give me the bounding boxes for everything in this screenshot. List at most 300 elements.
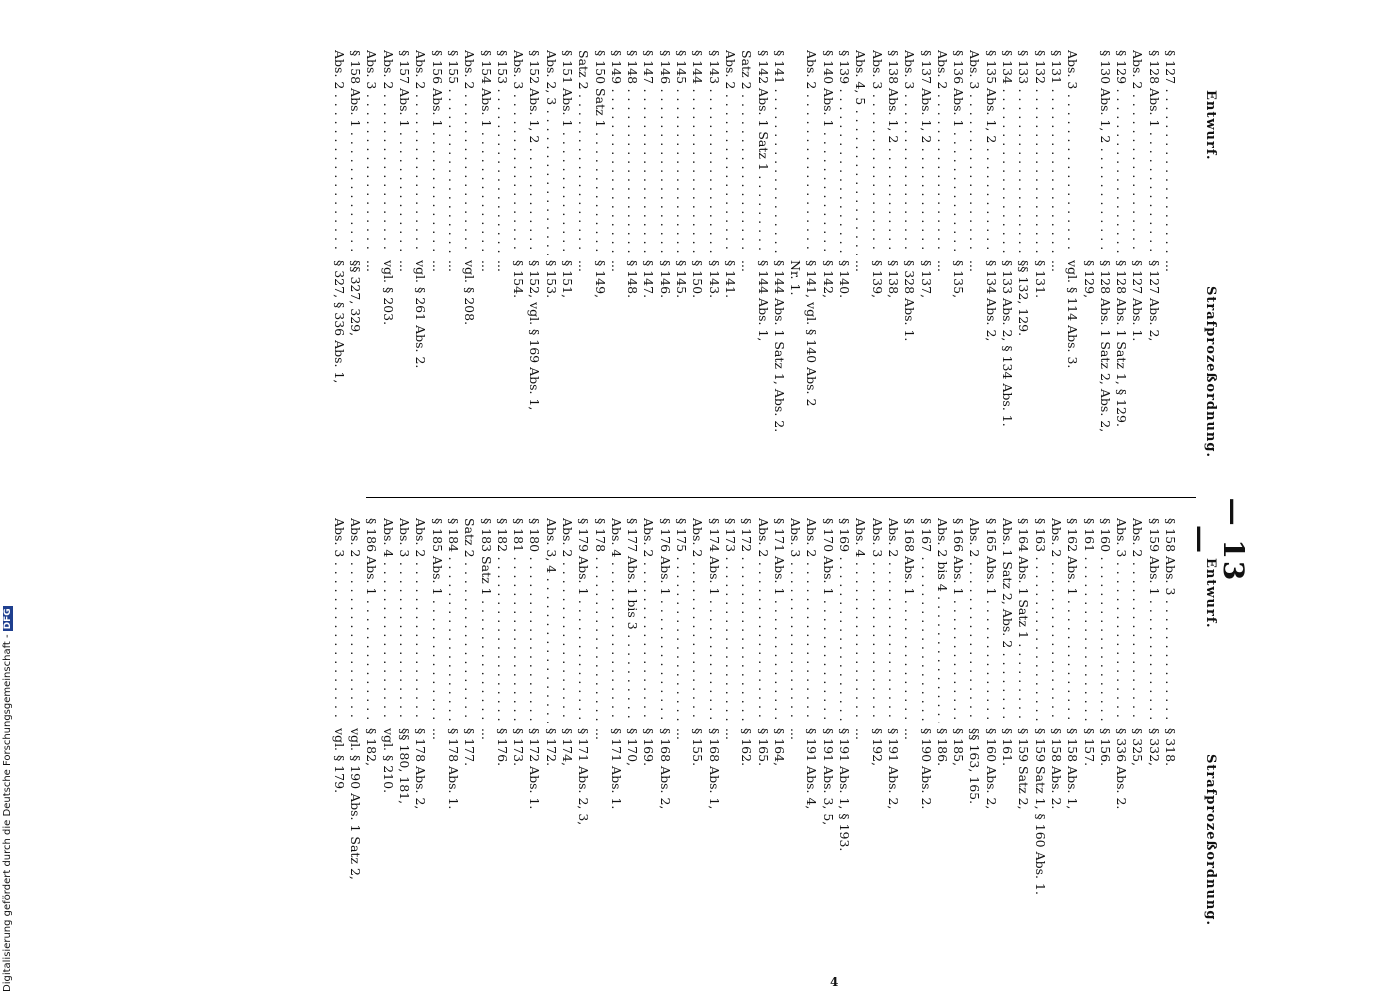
draft-section: Abs. 3 . . . — [510, 50, 526, 255]
draft-section: Abs. 3 . . . — [787, 518, 803, 723]
table-row — [901, 518, 917, 948]
code-reference: § 192, — [869, 728, 885, 767]
code-reference: ... — [722, 728, 738, 740]
table-row — [428, 518, 444, 948]
code-reference: § 145. — [674, 260, 690, 299]
draft-section: § 137 Abs. 1, 2 . . . — [917, 50, 933, 255]
table-row — [445, 518, 461, 948]
code-reference: § 147. — [641, 260, 657, 299]
code-reference: ... — [478, 728, 494, 740]
table-row — [1145, 50, 1161, 480]
table-row — [885, 518, 901, 948]
code-reference: § 336 Abs. 2. — [1114, 728, 1130, 810]
draft-section: § 168 Abs. 1 . . . — [901, 518, 917, 723]
code-reference: § 131. — [1032, 260, 1048, 299]
code-reference: ... — [788, 728, 804, 740]
table-row — [1080, 50, 1096, 480]
code-reference: § 325, — [1130, 728, 1146, 767]
draft-section: Abs. 2 . . . — [803, 50, 819, 255]
code-reference: § 140. — [837, 260, 853, 299]
draft-section: § 128 Abs. 1 . . . — [1145, 50, 1161, 255]
code-reference: vgl. § 203. — [380, 260, 396, 326]
code-reference: § 182, — [364, 728, 380, 767]
draft-section: Abs. 3 . . . — [901, 50, 917, 255]
table-row — [526, 518, 542, 948]
draft-section: Abs. 4 . . . — [379, 518, 395, 723]
draft-section: Abs. 1 Satz 2, Abs. 2 . . . — [999, 518, 1015, 723]
table-row — [379, 50, 395, 480]
draft-section: Abs. 2 bis 4 . . . — [934, 518, 950, 723]
draft-section: Abs. 3 . . . — [1113, 518, 1129, 723]
header-code-right: Strafprozeßordnung. — [1203, 754, 1218, 926]
draft-section: § 161 . . . — [1080, 518, 1096, 723]
code-reference: § 191 Abs. 2, — [885, 728, 901, 810]
table-row — [771, 518, 787, 948]
table-row — [868, 50, 884, 480]
draft-section: § 160 . . . — [1097, 518, 1113, 723]
table-row — [754, 50, 770, 480]
draft-section: § 150 Satz 1 . . . — [591, 50, 607, 255]
table-row — [689, 518, 705, 948]
code-reference: § 172 Abs. 1. — [527, 728, 543, 810]
code-reference: § 328 Abs. 1. — [902, 260, 918, 342]
draft-section: § 165 Abs. 1 . . . — [982, 518, 998, 723]
code-reference: § 168 Abs. 1, — [706, 728, 722, 810]
draft-section: Abs. 2 . . . — [347, 518, 363, 723]
draft-section: § 130 Abs. 1, 2 . . . — [1097, 50, 1113, 255]
table-row — [852, 50, 868, 480]
code-reference: § 141. — [722, 260, 738, 299]
table-row — [787, 50, 803, 480]
table-row — [999, 50, 1015, 480]
table-row — [738, 518, 754, 948]
code-reference: § 157. — [1081, 728, 1097, 767]
draft-section: § 179 Abs. 1 . . . — [575, 518, 591, 723]
header-code-left: Strafprozeßordnung. — [1203, 286, 1218, 458]
table-row — [347, 518, 363, 948]
draft-section: § 131 . . . — [1048, 50, 1064, 255]
draft-section: Abs. 2 . . . — [1048, 518, 1064, 723]
table-row — [608, 518, 624, 948]
code-reference: ... — [608, 260, 624, 272]
draft-section: § 145 . . . — [673, 50, 689, 255]
draft-section: § 166 Abs. 1 . . . — [950, 518, 966, 723]
page-number: — 13 — — [1184, 497, 1250, 583]
table-row — [689, 50, 705, 480]
code-reference: ... — [445, 260, 461, 272]
draft-section: § 183 Satz 1 . . . — [477, 518, 493, 723]
code-reference: ... — [674, 728, 690, 740]
code-reference: § 127 Abs. 1. — [1130, 260, 1146, 342]
code-reference: vgl. § 179. — [331, 728, 347, 794]
table-row — [819, 518, 835, 948]
table-row — [1145, 518, 1161, 948]
draft-section: § 144 . . . — [689, 50, 705, 255]
code-reference: § 178 Abs. 2, — [413, 728, 429, 810]
table-row — [999, 518, 1015, 948]
draft-section: § 186 Abs. 1 . . . — [363, 518, 379, 723]
code-reference: § 151, — [560, 260, 576, 299]
draft-section: Abs. 2 . . . — [559, 518, 575, 723]
draft-section: § 175 . . . — [673, 518, 689, 723]
code-reference: vgl. § 208. — [462, 260, 478, 326]
table-row — [868, 518, 884, 948]
code-reference: § 172. — [543, 728, 559, 767]
draft-section: § 158 Abs. 3 . . . — [1162, 518, 1178, 723]
draft-section: § 154 Abs. 1 . . . — [477, 50, 493, 255]
code-reference: § 156. — [1097, 728, 1113, 767]
code-reference: § 150. — [690, 260, 706, 299]
code-reference: § 174, — [560, 728, 576, 767]
draft-section: § 129 . . . — [1113, 50, 1129, 255]
code-reference: § 160 Abs. 2, — [983, 728, 999, 810]
draft-section: § 180 . . . — [526, 518, 542, 723]
table-row — [901, 50, 917, 480]
code-reference: Nr. 1. — [788, 260, 804, 296]
draft-section: § 172 . . . — [738, 518, 754, 723]
dfg-logo: DFG — [3, 608, 13, 630]
draft-section: Abs. 2 . . . — [412, 518, 428, 723]
draft-section: § 142 Abs. 1 Satz 1 . . . — [754, 50, 770, 255]
table-row — [803, 50, 819, 480]
table-row — [836, 50, 852, 480]
draft-section: Abs. 3 . . . — [363, 50, 379, 255]
rotated-document — [148, 50, 1258, 950]
code-reference: § 158 Abs. 1, — [1065, 728, 1081, 810]
table-row — [477, 518, 493, 948]
draft-section: Abs. 2 . . . — [379, 50, 395, 255]
table-row — [624, 518, 640, 948]
draft-section: § 133 . . . — [1015, 50, 1031, 255]
code-reference: § 171 Abs. 1. — [608, 728, 624, 810]
table-row — [575, 50, 591, 480]
table-row — [754, 518, 770, 948]
table-row — [722, 50, 738, 480]
code-reference: § 176. — [494, 728, 510, 767]
table-row — [1064, 518, 1080, 948]
code-reference: § 191 Abs. 1, § 193. — [837, 728, 853, 852]
table-row — [1080, 518, 1096, 948]
code-reference: §§ 163, 165. — [967, 728, 983, 805]
table-row — [624, 50, 640, 480]
table-row — [1162, 518, 1178, 948]
draft-section: § 135 Abs. 1, 2 . . . — [982, 50, 998, 255]
draft-section: Abs. 2 . . . — [640, 518, 656, 723]
draft-section: Abs. 2 . . . — [689, 518, 705, 723]
code-reference: §§ 132, 129. — [1016, 260, 1032, 337]
draft-section: § 127 . . . — [1162, 50, 1178, 255]
code-reference: ... — [592, 728, 608, 740]
code-reference: § 159 Satz 2, — [1016, 728, 1032, 810]
table-row — [738, 50, 754, 480]
table-row — [1113, 50, 1129, 480]
draft-section: § 169 . . . — [836, 518, 852, 723]
draft-section: § 174 Abs. 1 . . . — [705, 518, 721, 723]
table-row — [917, 518, 933, 948]
table-row — [640, 50, 656, 480]
table-row — [591, 50, 607, 480]
table-row — [819, 50, 835, 480]
draft-section: Abs. 2 . . . — [885, 518, 901, 723]
code-reference: §§ 180, 181, — [397, 728, 413, 805]
code-reference: ... — [1048, 260, 1064, 272]
table-row — [885, 50, 901, 480]
code-reference: § 153. — [543, 260, 559, 299]
table-row — [379, 518, 395, 948]
right-rows — [331, 518, 1178, 948]
table-row — [657, 518, 673, 948]
draft-section: § 140 Abs. 1 . . . — [819, 50, 835, 255]
draft-section: Abs. 2 . . . — [461, 50, 477, 255]
table-row — [982, 50, 998, 480]
draft-section: Satz 2 . . . — [461, 518, 477, 723]
table-row — [722, 518, 738, 948]
table-row — [1015, 50, 1031, 480]
draft-section: Abs. 4 . . . — [608, 518, 624, 723]
table-row — [771, 50, 787, 480]
code-reference: §§ 327, 329, — [348, 260, 364, 337]
code-reference: § 190 Abs. 2. — [918, 728, 934, 810]
column-divider — [366, 497, 1196, 498]
table-row — [542, 518, 558, 948]
table-row — [477, 50, 493, 480]
table-row — [1113, 518, 1129, 948]
code-reference: § 143. — [706, 260, 722, 299]
draft-section: § 136 Abs. 1 . . . — [950, 50, 966, 255]
code-reference: § 128 Abs. 1 Satz 2, Abs. 2, — [1097, 260, 1113, 433]
code-reference: § 173. — [511, 728, 527, 767]
code-reference: § 152, vgl. § 169 Abs. 1, — [527, 260, 543, 411]
draft-section: Abs. 3 . . . — [396, 518, 412, 723]
draft-section: Abs. 2 . . . — [803, 518, 819, 723]
table-row — [966, 50, 982, 480]
code-reference: § 142, — [820, 260, 836, 299]
draft-section: § 170 Abs. 1 . . . — [819, 518, 835, 723]
table-row — [412, 518, 428, 948]
table-row — [396, 50, 412, 480]
code-reference: § 161. — [1000, 728, 1016, 767]
code-reference: ... — [494, 260, 510, 272]
draft-section: § 181 . . . — [510, 518, 526, 723]
draft-section: § 163 . . . — [1031, 518, 1047, 723]
code-reference: § 164, — [771, 728, 787, 767]
draft-section: § 155 . . . — [445, 50, 461, 255]
draft-section: § 139 . . . — [836, 50, 852, 255]
table-row — [673, 50, 689, 480]
table-row — [412, 50, 428, 480]
code-reference: § 141, vgl. § 140 Abs. 2 — [804, 260, 820, 407]
table-row — [1048, 50, 1064, 480]
code-reference: § 162. — [739, 728, 755, 767]
code-reference: § 168 Abs. 2, — [657, 728, 673, 810]
draft-section: § 171 Abs. 1 . . . — [771, 518, 787, 723]
left-rows — [331, 50, 1178, 480]
draft-section: § 164 Abs. 1 Satz 1 . . . — [1015, 518, 1031, 723]
code-reference: ... — [1163, 260, 1178, 272]
table-row — [657, 50, 673, 480]
code-reference: § 191 Abs. 3, 5, — [820, 728, 836, 826]
draft-section: § 141 . . . — [771, 50, 787, 255]
draft-section: § 138 Abs. 1, 2 . . . — [885, 50, 901, 255]
table-row — [950, 50, 966, 480]
table-row — [640, 518, 656, 948]
code-reference: ... — [902, 728, 918, 740]
draft-section: Abs. 2 . . . — [1129, 518, 1145, 723]
table-row — [363, 50, 379, 480]
draft-section: § 149 . . . — [608, 50, 624, 255]
table-row — [347, 50, 363, 480]
header-draft-left: Entwurf. — [1203, 90, 1218, 161]
table-row — [950, 518, 966, 948]
code-reference: § 170, — [625, 728, 641, 767]
table-row — [1129, 50, 1145, 480]
code-reference: § 128 Abs. 1 Satz 1, § 129. — [1114, 260, 1130, 427]
code-reference: § 327, § 336 Abs. 1, — [331, 260, 347, 384]
table-row — [1129, 518, 1145, 948]
table-row — [494, 518, 510, 948]
table-row — [575, 518, 591, 948]
code-reference: vgl. § 261 Abs. 2. — [413, 260, 429, 369]
code-reference: § 129, — [1081, 260, 1097, 299]
code-reference: ... — [739, 260, 755, 272]
table-row — [1031, 50, 1047, 480]
table-row — [917, 50, 933, 480]
draft-section: § 134 . . . — [999, 50, 1015, 255]
code-reference: vgl. § 210. — [380, 728, 396, 794]
table-row — [542, 50, 558, 480]
code-reference: § 318. — [1163, 728, 1178, 767]
table-row — [396, 518, 412, 948]
table-row — [1097, 518, 1113, 948]
table-row — [510, 50, 526, 480]
code-reference: § 158 Abs. 2. — [1048, 728, 1064, 810]
table-row — [836, 518, 852, 948]
code-reference: § 186. — [934, 728, 950, 767]
draft-section: § 151 Abs. 1 . . . — [559, 50, 575, 255]
code-reference: ... — [429, 728, 445, 740]
draft-section: § 146 . . . — [657, 50, 673, 255]
table-row — [1162, 50, 1178, 480]
code-reference: § 144 Abs. 1 Satz 1, Abs. 2. — [771, 260, 787, 433]
table-row — [1048, 518, 1064, 948]
draft-section: Abs. 2 . . . — [934, 50, 950, 255]
table-row — [526, 50, 542, 480]
draft-section: § 147 . . . — [640, 50, 656, 255]
code-reference: § 148. — [625, 260, 641, 299]
draft-section: § 162 Abs. 1 . . . — [1064, 518, 1080, 723]
digitization-credit — [2, 606, 13, 992]
draft-section: § 152 Abs. 1, 2 . . . — [526, 50, 542, 255]
table-row — [428, 50, 444, 480]
code-reference: § 177. — [462, 728, 478, 767]
table-row — [494, 50, 510, 480]
table-row — [673, 518, 689, 948]
table-row — [591, 518, 607, 948]
code-reference: ... — [934, 260, 950, 272]
code-reference: § 135, — [951, 260, 967, 299]
code-reference: § 137, — [918, 260, 934, 299]
draft-section: § 157 Abs. 1 . . . — [396, 50, 412, 255]
code-reference: § 134 Abs. 2, — [983, 260, 999, 342]
draft-section: Satz 2 . . . — [575, 50, 591, 255]
code-reference: § 159 Satz 1, § 160 Abs. 1. — [1032, 728, 1048, 895]
code-reference: § 332, — [1146, 728, 1162, 767]
table-row — [934, 50, 950, 480]
draft-section: Abs. 2 . . . — [966, 518, 982, 723]
table-row — [966, 518, 982, 948]
table-row — [559, 50, 575, 480]
table-row — [1064, 50, 1080, 480]
draft-section: Abs. 2 . . . — [331, 50, 347, 255]
draft-section: § 153 . . . — [494, 50, 510, 255]
table-row — [705, 50, 721, 480]
draft-section: Abs. 3 . . . — [966, 50, 982, 255]
code-reference: § 165. — [755, 728, 771, 767]
code-reference: § 149, — [592, 260, 608, 299]
table-row — [1031, 518, 1047, 948]
code-reference: § 185, — [951, 728, 967, 767]
draft-section: Abs. 2 . . . — [722, 50, 738, 255]
code-reference: § 178 Abs. 1. — [445, 728, 461, 810]
draft-section: Satz 2 . . . — [738, 50, 754, 255]
draft-section: § 148 . . . — [624, 50, 640, 255]
table-row — [445, 50, 461, 480]
draft-section: Abs. 2 . . . — [1129, 50, 1145, 255]
table-row — [787, 518, 803, 948]
table-row — [1097, 50, 1113, 480]
table-row — [1015, 518, 1031, 948]
header-draft-right: Entwurf. — [1203, 558, 1218, 629]
table-row — [461, 50, 477, 480]
code-reference: vgl. § 190 Abs. 1 Satz 2, — [348, 728, 364, 880]
draft-section: Abs. 2 . . . — [412, 50, 428, 255]
table-row — [934, 518, 950, 948]
code-reference: § 133 Abs. 2, § 134 Abs. 1. — [1000, 260, 1016, 427]
table-row — [461, 518, 477, 948]
code-reference: ... — [853, 260, 869, 272]
credit-text: Digitalisierung gefördert durch die Deutsche Forschungsgemeinschaft - — [2, 634, 13, 992]
draft-section: § 177 Abs. 1 bis 3 . . . — [624, 518, 640, 723]
code-reference: ... — [478, 260, 494, 272]
code-reference: § 144 Abs. 1, — [755, 260, 771, 342]
code-reference: § 127 Abs. 2, — [1146, 260, 1162, 342]
draft-section: § 158 Abs. 1 . . . — [347, 50, 363, 255]
code-reference: § 139, — [869, 260, 885, 299]
code-reference: § 169. — [641, 728, 657, 767]
draft-section: § 178 . . . — [591, 518, 607, 723]
table-row — [852, 518, 868, 948]
signature-mark: 4 — [830, 975, 839, 989]
code-reference: ... — [364, 260, 380, 272]
code-reference: § 138, — [885, 260, 901, 299]
draft-section: § 173 . . . — [722, 518, 738, 723]
draft-section: § 176 Abs. 1 . . . — [657, 518, 673, 723]
draft-section: Abs. 2 . . . — [754, 518, 770, 723]
table-row — [331, 50, 347, 480]
code-reference: ... — [853, 728, 869, 740]
draft-section: Abs. 4, 5 . . . — [852, 50, 868, 255]
draft-section: § 184 . . . — [445, 518, 461, 723]
table-row — [559, 518, 575, 948]
draft-section: Abs. 3 . . . — [331, 518, 347, 723]
code-reference: § 155. — [690, 728, 706, 767]
draft-section: § 156 Abs. 1 . . . — [428, 50, 444, 255]
code-reference: § 191 Abs. 4, — [804, 728, 820, 810]
draft-section: Abs. 3, 4 . . . — [542, 518, 558, 723]
code-reference: § 146. — [657, 260, 673, 299]
draft-section: Abs. 4 . . . — [852, 518, 868, 723]
code-reference: § 154. — [511, 260, 527, 299]
